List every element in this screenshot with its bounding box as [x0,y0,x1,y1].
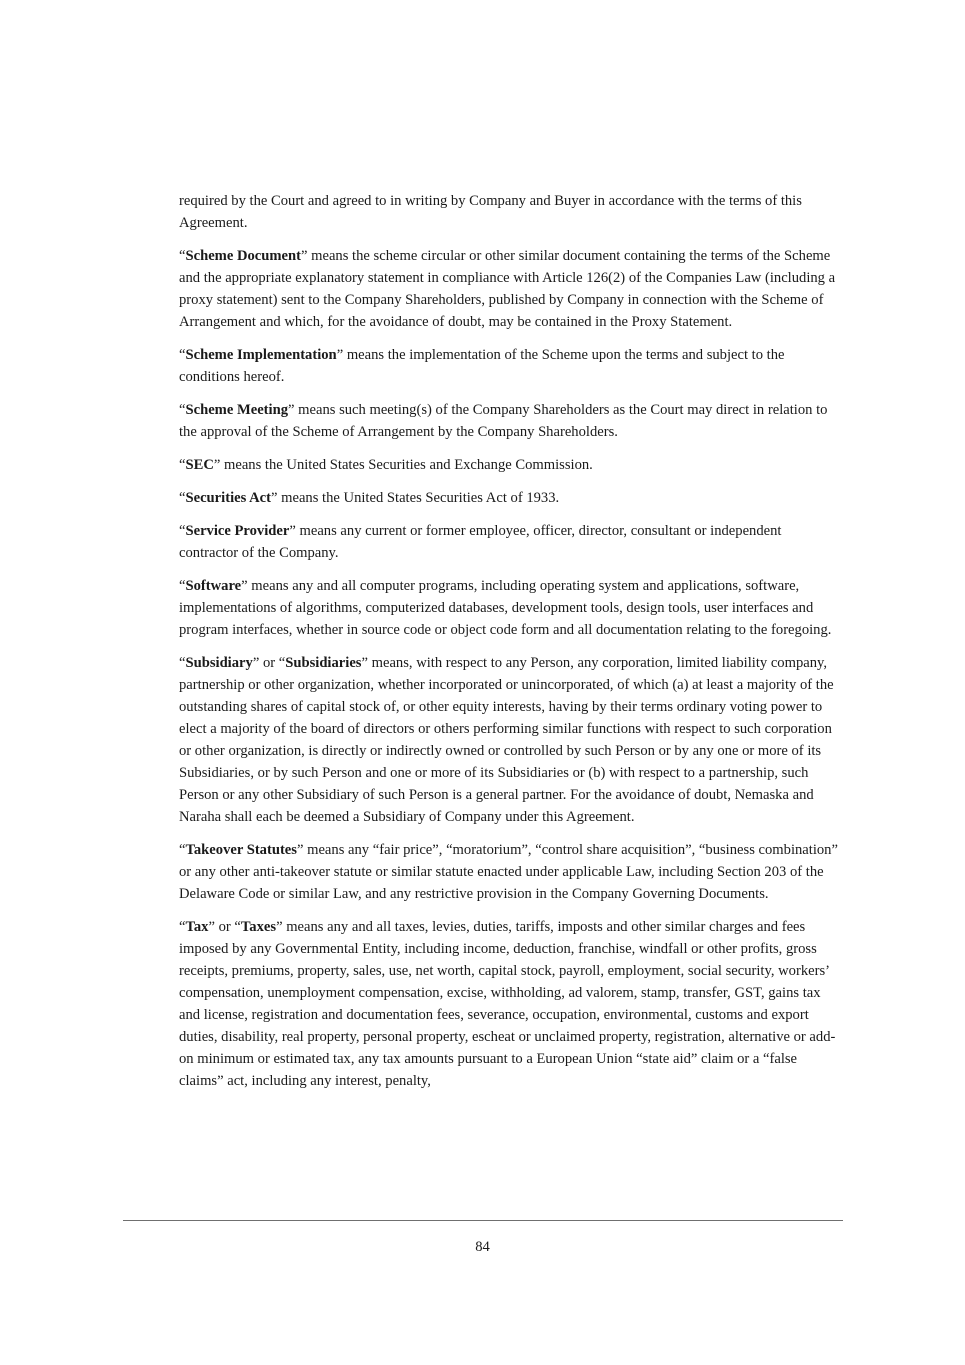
definition-scheme-document [179,245,842,333]
definition-text: ” means the United States Securities and Exchange Commission. [213,457,593,473]
definition-software [179,575,842,641]
defined-term: Takeover Statutes [185,842,297,858]
defined-term: Subsidiary [185,655,253,671]
page-number: 84 [475,1239,490,1255]
open-quote: “ [179,919,186,935]
open-quote: “ [179,578,186,594]
definition-takeover-statutes [179,839,842,905]
defined-term: Software [185,578,242,594]
document-body [179,190,842,1103]
definition-text: ” means the implementation of the Scheme upon the terms and subject to the conditions hereof. [179,347,785,385]
footer-divider [123,1220,843,1221]
term-connector: ” or “ [208,919,241,935]
defined-term: Service Provider [185,523,290,539]
defined-term: Scheme Document [185,248,301,264]
definition-text: ” means such meeting(s) of the Company Shareholders as the Court may direct in relation to the approval of the Scheme of Arrangement by the Company Shareholders. [179,402,828,440]
definition-text: ” means any and all computer programs, including operating system and applications, software, implementations of algorithms, computerized databases, development tools, design tools, user interfaces and program interfaces, whether in source code or object code form and all documentation relating to the foregoing. [179,578,832,638]
open-quote: “ [179,490,186,506]
definition-text: ” means the scheme circular or other similar document containing the terms of the Scheme and the appropriate explanatory statement in compliance with Article 126(2) of the Companies Law (including a proxy statement) sent to the Company Shareholders, published by Company in connection with the Scheme of Arrangement and which, for the avoidance of doubt, may be contained in the Proxy Statement. [179,248,836,330]
definition-tax [179,916,842,1092]
defined-term: SEC [185,457,214,473]
defined-term-alternate: Taxes [240,919,277,935]
definition-text: ” means any “fair price”, “moratorium”, “control share acquisition”, “business combination” or any other anti-takeover statute or similar statute enacted under applicable Law, including Section 203 of the Delaware Code or similar Law, and any restrictive provision in the Company Governing Documents. [179,842,838,902]
defined-term: Scheme Meeting [185,402,289,418]
defined-term: Tax [185,919,209,935]
paragraph-text: required by the Court and agreed to in writing by Company and Buyer in accordance with the terms of this Agreement. [179,193,802,231]
open-quote: “ [179,457,186,473]
definition-text: ” means any current or former employee, officer, director, consultant or independent contractor of the Company. [179,523,782,561]
definition-scheme-meeting [179,399,842,443]
open-quote: “ [179,347,186,363]
paragraph-agreement-continuation [179,190,842,234]
definition-service-provider [179,520,842,564]
term-connector: ” or “ [252,655,286,671]
definition-text: ” means, with respect to any Person, any corporation, limited liability company, partnership or other organization, whether incorporated or unincorporated, of which (a) at least a majority of the outstanding shares of capital stock of, or other equity interests, having by their terms ordinary voting power to elect a majority of the board of directors or others performing similar functions with respect to such corporation or other organization, is directly or indirectly owned or controlled by such Person or by any one or more of its Subsidiaries, or by such Person and one or more of its Subsidiaries or (b) with respect to a partnership, such Person or any other Subsidiary of such Person is a general partner. For the avoidance of doubt, Nemaska and Naraha shall each be deemed a Subsidiary of Company under this Agreement. [179,655,834,825]
open-quote: “ [179,523,186,539]
definition-sec [179,454,842,476]
defined-term: Securities Act [185,490,271,506]
open-quote: “ [179,655,186,671]
definition-text: ” means the United States Securities Act of 1933. [271,490,560,506]
defined-term: Scheme Implementation [185,347,337,363]
defined-term-alternate: Subsidiaries [285,655,362,671]
definition-text: ” means any and all taxes, levies, duties, tariffs, imposts and other similar charges and fees imposed by any Governmental Entity, including income, deduction, franchise, windfall or other profits, gross receipts, premiums, property, sales, use, net worth, capital stock, payroll, employment, social security, workers’ compensation, unemployment compensation, excise, withholding, ad valorem, stamp, transfer, GST, gains tax and license, registration and documentation fees, severance, occupation, environmental, customs and export duties, disability, real property, personal property, escheat or unclaimed property, registration, alternative or add-on minimum or estimated tax, any tax amounts pursuant to a European Union “state aid” claim or a “false claims” act, including any interest, penalty, [179,919,836,1089]
open-quote: “ [179,842,186,858]
definition-subsidiary [179,652,842,828]
open-quote: “ [179,248,186,264]
open-quote: “ [179,402,186,418]
definition-scheme-implementation [179,344,842,388]
definition-securities-act [179,487,842,509]
